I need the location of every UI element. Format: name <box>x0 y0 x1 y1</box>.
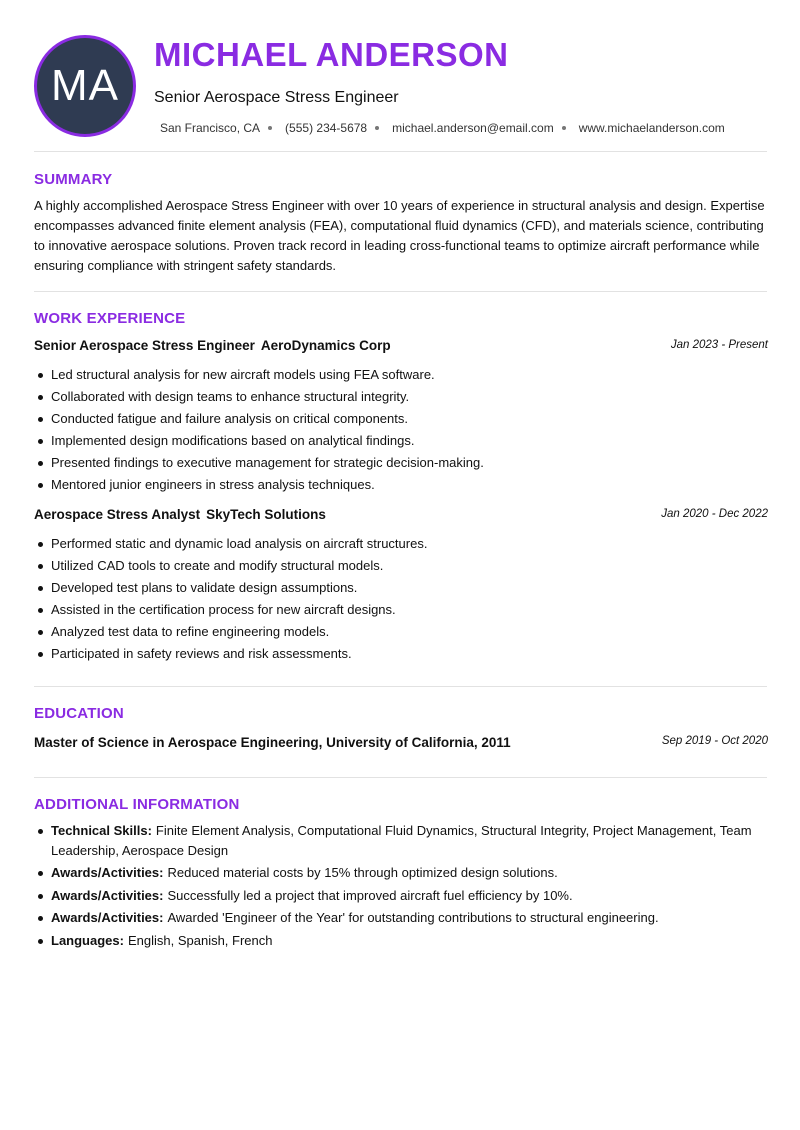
avatar <box>34 35 136 137</box>
job-company: SkyTech Solutions <box>206 507 326 522</box>
list-item <box>34 863 768 883</box>
list-item: Mentored junior engineers in stress analysis techniques. <box>34 474 768 496</box>
separator-dot-icon <box>375 126 379 130</box>
item-label: Languages: <box>51 932 124 948</box>
list-item: Presented findings to executive management for strategic decision-making. <box>34 452 768 474</box>
separator-dot-icon <box>268 126 272 130</box>
candidate-name: MICHAEL ANDERSON <box>154 36 509 73</box>
job-bullets <box>34 364 768 496</box>
additional-info <box>34 821 768 953</box>
section-title-additional: ADDITIONAL INFORMATION <box>34 796 240 813</box>
divider <box>34 291 767 292</box>
list-item: Collaborated with design teams to enhance structural integrity. <box>34 386 768 408</box>
job-header <box>34 338 768 356</box>
summary-text: A highly accomplished Aerospace Stress Engineer with over 10 years of experience in structural analysis and design. Expertise encompasses advanced finite element analysis (FEA), computational fluid dynamics (CFD), and materials science, contributing to innovative aerospace solutions. Proven track record in leading cross-functional teams to optimize aircraft performance while ensuring compliance with stringent safety standards. <box>34 198 765 273</box>
list-item <box>34 821 768 860</box>
item-text: Awarded 'Engineer of the Year' for outstanding contributions to structural engineering. <box>167 910 659 925</box>
item-label: Awards/Activities: <box>51 910 164 925</box>
list-item <box>34 908 768 928</box>
section-title-education: EDUCATION <box>34 705 124 722</box>
section-title-summary: SUMMARY <box>34 171 113 188</box>
list-item: Implemented design modifications based on analytical findings. <box>34 430 768 452</box>
job-dates: Jan 2020 - Dec 2022 <box>661 508 768 520</box>
list-item: Performed static and dynamic load analysis on aircraft structures. <box>34 533 768 555</box>
education-entry <box>34 734 768 752</box>
candidate-title: Senior Aerospace Stress Engineer <box>154 89 399 106</box>
item-text: Successfully led a project that improved aircraft fuel efficiency by 10%. <box>167 887 573 903</box>
contact-row <box>160 120 725 136</box>
divider <box>34 686 767 687</box>
list-item: Analyzed test data to refine engineering models. <box>34 621 768 643</box>
contact-email[interactable]: michael.anderson@email.com <box>392 121 554 135</box>
list-item-languages <box>34 931 768 951</box>
divider <box>34 151 767 152</box>
list-item: Led structural analysis for new aircraft models using FEA software. <box>34 364 768 386</box>
contact-phone: (555) 234-5678 <box>285 121 368 135</box>
job-entry <box>34 507 768 665</box>
contact-location: San Francisco, CA <box>160 121 261 135</box>
job-entry <box>34 338 768 496</box>
list-item <box>34 886 768 906</box>
list-item: Utilized CAD tools to create and modify structural models. <box>34 555 768 577</box>
item-label: Awards/Activities: <box>51 865 164 880</box>
job-role: Senior Aerospace Stress Engineer <box>34 338 255 353</box>
section-title-experience: WORK EXPERIENCE <box>34 310 186 327</box>
contact-website[interactable]: www.michaelanderson.com <box>578 121 725 135</box>
list-item: Participated in safety reviews and risk assessments. <box>34 643 768 665</box>
job-bullets <box>34 533 768 665</box>
separator-dot-icon <box>562 126 566 130</box>
item-text: Finite Element Analysis, Computational Fluid Dynamics, Structural Integrity, Project Management, Team Leadership, Aerospace Design <box>51 823 752 858</box>
job-dates: Jan 2023 - Present <box>670 339 768 351</box>
item-text: English, Spanish, French <box>127 932 273 948</box>
list-item: Conducted fatigue and failure analysis on critical components. <box>34 408 768 430</box>
education-degree: Master of Science in Aerospace Engineering, University of California, 2011 <box>34 735 511 750</box>
additional-list <box>34 821 768 950</box>
list-item: Assisted in the certification process for new aircraft designs. <box>34 599 768 621</box>
list-item: Developed test plans to validate design assumptions. <box>34 577 768 599</box>
item-label: Technical Skills: <box>51 823 152 838</box>
job-role: Aerospace Stress Analyst <box>34 507 201 522</box>
divider <box>34 777 767 778</box>
job-header <box>34 507 768 525</box>
item-label: Awards/Activities: <box>51 887 164 903</box>
item-text: Reduced material costs by 15% through optimized design solutions. <box>167 865 558 880</box>
education-dates: Sep 2019 - Oct 2020 <box>661 735 768 747</box>
job-company: AeroDynamics Corp <box>260 338 391 353</box>
avatar-initials: MA <box>51 61 119 110</box>
